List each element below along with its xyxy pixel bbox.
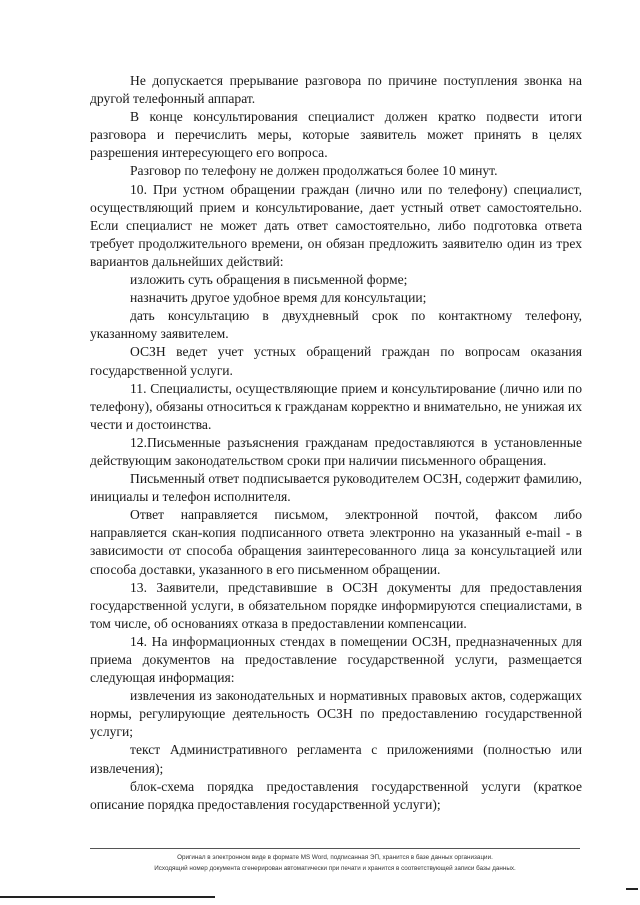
paragraph-1: Не допускается прерывание разговора по причине поступления звонка на другой телефонный аппарат. [90,73,582,107]
paragraph-14: 14. На информационных стендах в помещении ОСЗН, предназначенных для приема документов на предоставление государственной услуги, размещается следующая информация: [90,633,582,686]
paragraph-12: Ответ направляется письмом, электронной почтой, факсом либо направляется скан-копия подписанного ответа электронно на указанный e-mail - в зависимости от способа обращения заинтересованного лица за консультацией или способа доставки, указанного в его письменном обращении. [90,507,582,577]
paragraph-2: В конце консультирования специалист должен кратко подвести итоги разговора и перечислить меры, которые заявитель может принять в целях разрешения интересующего его вопроса. [90,109,582,161]
paragraph-13: 13. Заявители, представившие в ОСЗН документы для предоставления государственной услуги, в обязательном порядке информируются специалистами, в том числе, об основаниях отказа в предоставлении компенсации. [90,579,582,631]
paragraph-3: Разговор по телефону не должен продолжаться более 10 минут. [130,163,498,179]
paragraph-17: блок-схема порядка предоставления государственной услуги (краткое описание порядка предоставления государственной услуги); [90,778,582,812]
paragraph-5: изложить суть обращения в письменной форме; [130,272,408,288]
footer-divider [90,848,580,849]
paragraph-4: 10. При устном обращении граждан (лично или по телефону) специалист, осуществляющий прием и консультирование, дает устный ответ самостоятельно. Если специалист не может дать ответ самостоятельно, либо подготовка ответа требует продолжительного времени, он обязан предложить заявителю один из трех вариантов дальнейших действий: [90,181,582,269]
paragraph-10: 12.Письменные разъяснения гражданам предоставляются в установленные действующим законодательством сроки при наличии письменного обращения. [90,434,582,468]
paragraph-11: Письменный ответ подписывается руководителем ОСЗН, содержит фамилию, инициалы и телефон исполнителя. [90,471,582,505]
bottom-left-stroke [0,896,215,898]
footer-line-2: Исходящий номер документа сгенерирован автоматически при печати и хранится в соответствующей записи базы данных. [154,865,516,872]
paragraph-6: назначить другое удобное время для консультации; [130,290,427,306]
paragraph-9: 11. Специалисты, осуществляющие прием и консультирование (лично или по телефону), обязаны относиться к гражданам корректно и внимательно, не унижая их чести и достоинства. [90,380,582,432]
document-body [90,72,582,814]
footer-line-1: Оригинал в электронном виде в формате MS Word, подписанная ЭП, хранится в базе данных организации. [177,854,493,861]
footer-note [90,852,580,874]
paragraph-15: извлечения из законодательных и нормативных правовых актов, содержащих нормы, регулирующие деятельность ОСЗН по предоставлению государственной услуги; [90,688,582,740]
paragraph-16: текст Административного регламента с приложениями (полностью или извлечения); [90,742,582,776]
paragraph-7: дать консультацию в двухдневный срок по контактному телефону, указанному заявителем. [90,308,582,342]
paragraph-8: ОСЗН ведет учет устных обращений граждан по вопросам оказания государственной услуги. [90,344,582,378]
bottom-right-stroke [626,888,638,890]
